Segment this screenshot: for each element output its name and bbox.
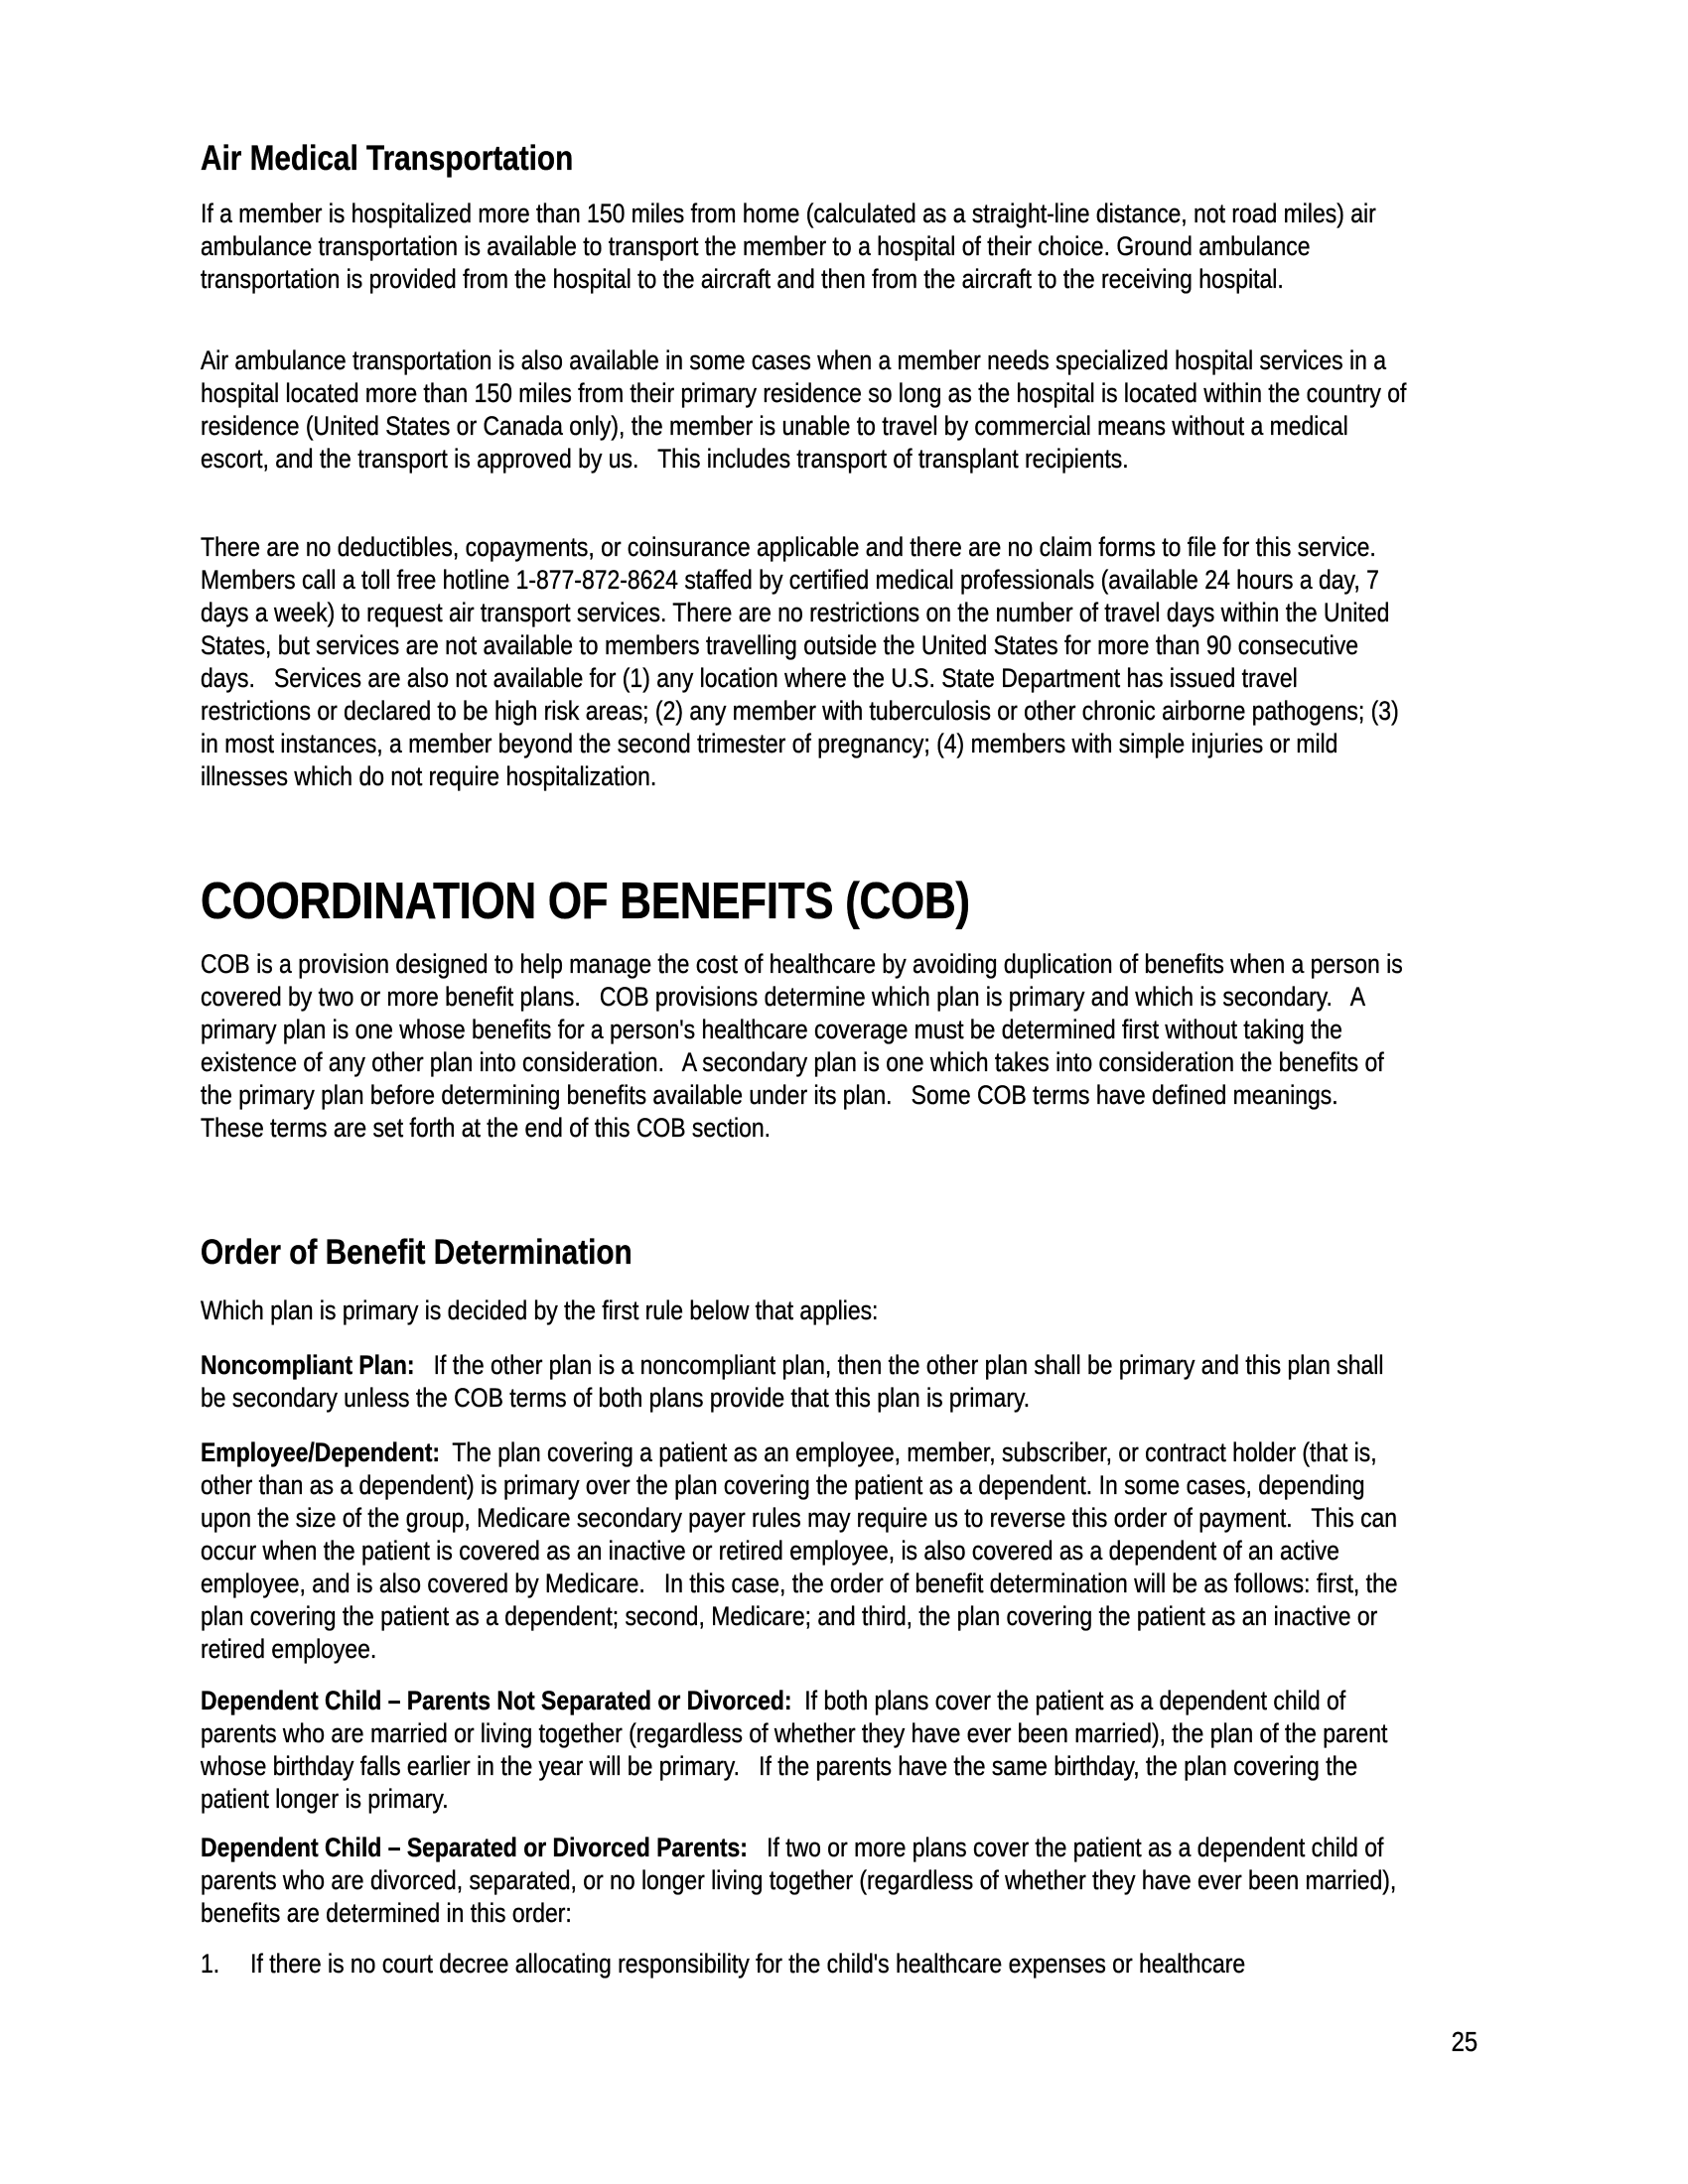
ordered-list-item-1 — [201, 1948, 1408, 1980]
rule-label: Dependent Child – Separated or Divorced Parents: — [201, 1833, 748, 1862]
rule-label: Noncompliant Plan: — [201, 1350, 415, 1380]
paragraph-order-lead-in: Which plan is primary is decided by the first rule below that applies: — [201, 1296, 879, 1325]
rule-noncompliant-plan — [201, 1349, 1408, 1415]
page-number: 25 — [1451, 2026, 1477, 2057]
list-marker: 1. — [201, 1949, 220, 1979]
paragraph-cob-intro: COB is a provision designed to help manage the cost of healthcare by avoiding duplication of benefits when a person is covered by two or more benefit plans. COB provisions determine which plan is primary and which is secondary. A primary plan is one whose benefits for a person's healthcare coverage must be determined first without taking the existence of any other plan into consideration. A secondary plan is one which takes into consideration the benefits of the primary plan before determining benefits available under its plan. Some COB terms have defined meanings. These terms are set forth at the end of this COB section. — [201, 949, 1410, 1143]
paragraph-air-medical-2: Air ambulance transportation is also available in some cases when a member needs specialized hospital services in a hospital located more than 150 miles from their primary residence so long as the hospital is located within the country of residence (United States or Canada only), the member is unable to travel by commercial means without a medical escort, and the transport is approved by us. This includes transport of transplant recipients. — [201, 345, 1413, 474]
rule-dependent-child-separated — [201, 1832, 1408, 1930]
rule-text: If the other plan is a noncompliant plan, then the other plan shall be primary and this plan shall be secondary unless the COB terms of both plans provide that this plan is primary. — [201, 1350, 1390, 1413]
list-item-text: If there is no court decree allocating responsibility for the child's healthcare expenses or healthcare — [250, 1949, 1246, 1979]
rule-label: Dependent Child – Parents Not Separated or Divorced: — [201, 1686, 792, 1715]
rule-text: If both plans cover the patient as a dependent child of parents who are married or living together (regardless of whether they have ever been married), the plan of the parent whose birthday falls earlier in the year will be primary. If the parents have the same birthday, the plan covering the patient longer is primary. — [201, 1686, 1394, 1814]
rule-text: If two or more plans cover the patient as a dependent child of parents who are divorced, separated, or no longer living together (regardless of whether they have ever been married), benefits are determined in this order: — [201, 1833, 1403, 1928]
paragraph-air-medical-1: If a member is hospitalized more than 150 miles from home (calculated as a straight-line distance, not road miles) air ambulance transportation is available to transport the member to a hospital of their choice. Ground ambulance transportation is provided from the hospital to the aircraft and then from the aircraft to the receiving hospital. — [201, 199, 1383, 294]
paragraph-air-medical-3: There are no deductibles, copayments, or coinsurance applicable and there are no claim forms to file for this service. Members call a toll free hotline 1-877-872-8624 staffed by certified medical professionals (available 24 hours a day, 7 days a week) to request air transport services. There are no restrictions on the number of travel days within the United States, but services are not available to members travelling outside the United States for more than 90 consecutive days. Services are also not available for (1) any location where the U.S. State Department has issued travel restrictions or declared to be high risk areas; (2) any member with tuberculosis or other chronic airborne pathogens; (3) in most instances, a member beyond the second trimester of pregnancy; (4) members with simple injuries or mild illnesses which do not require hospitalization. — [201, 532, 1406, 791]
rule-label: Employee/Dependent: — [201, 1437, 441, 1467]
heading-air-medical-transportation: Air Medical Transportation — [201, 139, 574, 178]
rule-employee-dependent — [201, 1436, 1408, 1666]
rule-text: The plan covering a patient as an employee, member, subscriber, or contract holder (that is, other than as a dependent) is primary over the plan covering the patient as a dependent. In some cases, depending upon the size of the group, Medicare secondary payer rules may require us to reverse this order of payment. This can occur when the patient is covered as an inactive or retired employee, is also covered as a dependent of an active employee, and is also covered by Medicare. In this case, the order of benefit determination will be as follows: first, the plan covering the patient as a dependent; second, Medicare; and third, the plan covering the patient as an inactive or retired employee. — [201, 1437, 1404, 1664]
title-coordination-of-benefits: COORDINATION OF BENEFITS (COB) — [201, 873, 970, 930]
heading-order-of-benefit-determination: Order of Benefit Determination — [201, 1233, 633, 1272]
rule-dependent-child-not-separated — [201, 1685, 1408, 1816]
